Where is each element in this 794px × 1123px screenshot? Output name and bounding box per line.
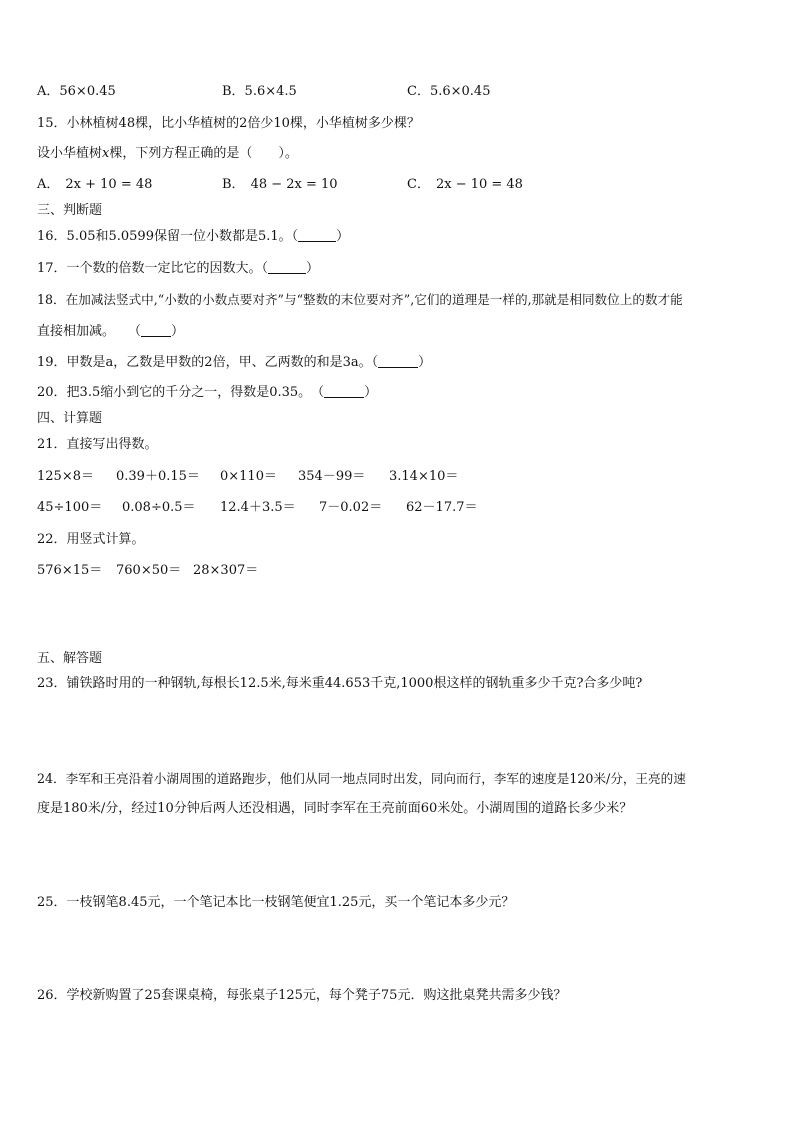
- q14-option-b: B．5.6×4.5: [222, 84, 297, 99]
- section-heading-word-problems: 五、解答题: [37, 651, 103, 666]
- q16-text: [37, 229, 349, 245]
- q21-row2-item: 62－17.7＝: [406, 500, 478, 515]
- q21-row1-item: 3.14×10＝: [389, 469, 459, 484]
- q19-statement: 19．甲数是a，乙数是甲数的2倍，甲、乙两数的和是3a。（: [37, 355, 379, 370]
- q17-answer-blank[interactable]: [268, 261, 306, 274]
- q15-prompt-post: 棵，下列方程正确的是（ ）。: [109, 146, 298, 161]
- q16-close-paren: ）: [336, 229, 350, 244]
- q25-text: 25．一枝钢笔8.45元，一个笔记本比一枝钢笔便宜1.25元，买一个笔记本多少元？: [37, 895, 515, 910]
- q15-option-a: [37, 177, 152, 193]
- q21-title: 21．直接写出得数。: [37, 437, 158, 452]
- q21-row2-item: 45÷100＝: [37, 500, 103, 515]
- q22-item: 576×15＝: [37, 563, 103, 578]
- q24-text-line2: 度是180米/分，经过10分钟后两人还没相遇，同时李军在王亮前面60米处。小湖周围的道路长多少米？: [37, 801, 633, 816]
- q20-text: [37, 385, 377, 401]
- q22-item: 28×307＝: [193, 563, 259, 578]
- q17-text: [37, 261, 319, 277]
- q19-text: [37, 355, 431, 371]
- section-heading-calculation: 四、计算题: [37, 411, 103, 426]
- q15-option-b-label: B．: [222, 177, 245, 192]
- q17-statement: 17．一个数的倍数一定比它的因数大。（: [37, 261, 269, 276]
- q15-option-c-equation: 2x − 10 = 48: [435, 177, 523, 192]
- q16-answer-blank[interactable]: [298, 229, 336, 242]
- q15-option-b: [222, 177, 338, 193]
- q15-prompt: [37, 146, 298, 162]
- q15-variable: x: [102, 146, 110, 161]
- q19-close-paren: ）: [418, 355, 432, 370]
- q15-option-c: [407, 177, 523, 193]
- q14-option-c: C．5.6×0.45: [407, 84, 491, 99]
- q18-statement-end: 直接相加减。 （: [37, 324, 142, 339]
- q16-statement: 16．5.05和5.0599保留一位小数都是5.1。（: [37, 229, 299, 244]
- q15-option-c-label: C．: [407, 177, 430, 192]
- q18-close-paren: ）: [171, 324, 185, 339]
- q20-close-paren: ）: [364, 385, 378, 400]
- q15-text: 15．小林植树48棵，比小华植树的2倍少10棵，小华植树多少棵？: [37, 116, 420, 131]
- q19-answer-blank[interactable]: [378, 355, 418, 368]
- q18-answer-blank[interactable]: [141, 324, 171, 337]
- q26-text: 26．学校新购置了25套课桌椅，每张桌子125元，每个凳子75元．购这批桌凳共需多少钱？: [37, 988, 567, 1003]
- q21-row2-item: 7－0.02＝: [319, 500, 383, 515]
- section-heading-judgment: 三、判断题: [37, 203, 103, 218]
- q18-text-line2: [37, 324, 184, 340]
- q24-text-line1: 24．李军和王亮沿着小湖周围的道路跑步，他们从同一地点同时出发，同向而行，李军的速度是120米/分，王亮的速: [37, 771, 686, 786]
- q15-option-a-label: A．: [37, 177, 60, 192]
- q22-item: 760×50＝: [116, 563, 182, 578]
- q21-row1-item: 0×110＝: [220, 469, 277, 484]
- q23-text: 23．铺铁路时用的一种钢轨,每根长12.5米,每米重44.653千克,1000根这样的钢轨重多少千克?合多少吨?: [37, 676, 643, 691]
- q21-row1-item: 125×8＝: [37, 469, 94, 484]
- q20-answer-blank[interactable]: [324, 385, 364, 398]
- q15-option-b-equation: 48 − 2x = 10: [250, 177, 338, 192]
- q21-row1-item: 354－99＝: [298, 469, 366, 484]
- q15-option-a-equation: 2x + 10 = 48: [65, 177, 153, 192]
- q21-row1-item: 0.39＋0.15＝: [116, 469, 200, 484]
- q18-text-line1: 18．在加减法竖式中,“小数的小数点要对齐”与“整数的末位要对齐”,它们的道理是一样的,那就是相同数位上的数才能: [37, 292, 683, 307]
- q22-title: 22．用竖式计算。: [37, 532, 145, 547]
- q17-close-paren: ）: [306, 261, 320, 276]
- q20-statement: 20．把3.5缩小到它的千分之一，得数是0.35。 （: [37, 385, 325, 400]
- q14-option-a: A．56×0.45: [37, 84, 116, 99]
- q21-row2-item: 0.08÷0.5＝: [122, 500, 196, 515]
- q15-prompt-pre: 设小华植树: [37, 146, 103, 161]
- q21-row2-item: 12.4＋3.5＝: [220, 500, 296, 515]
